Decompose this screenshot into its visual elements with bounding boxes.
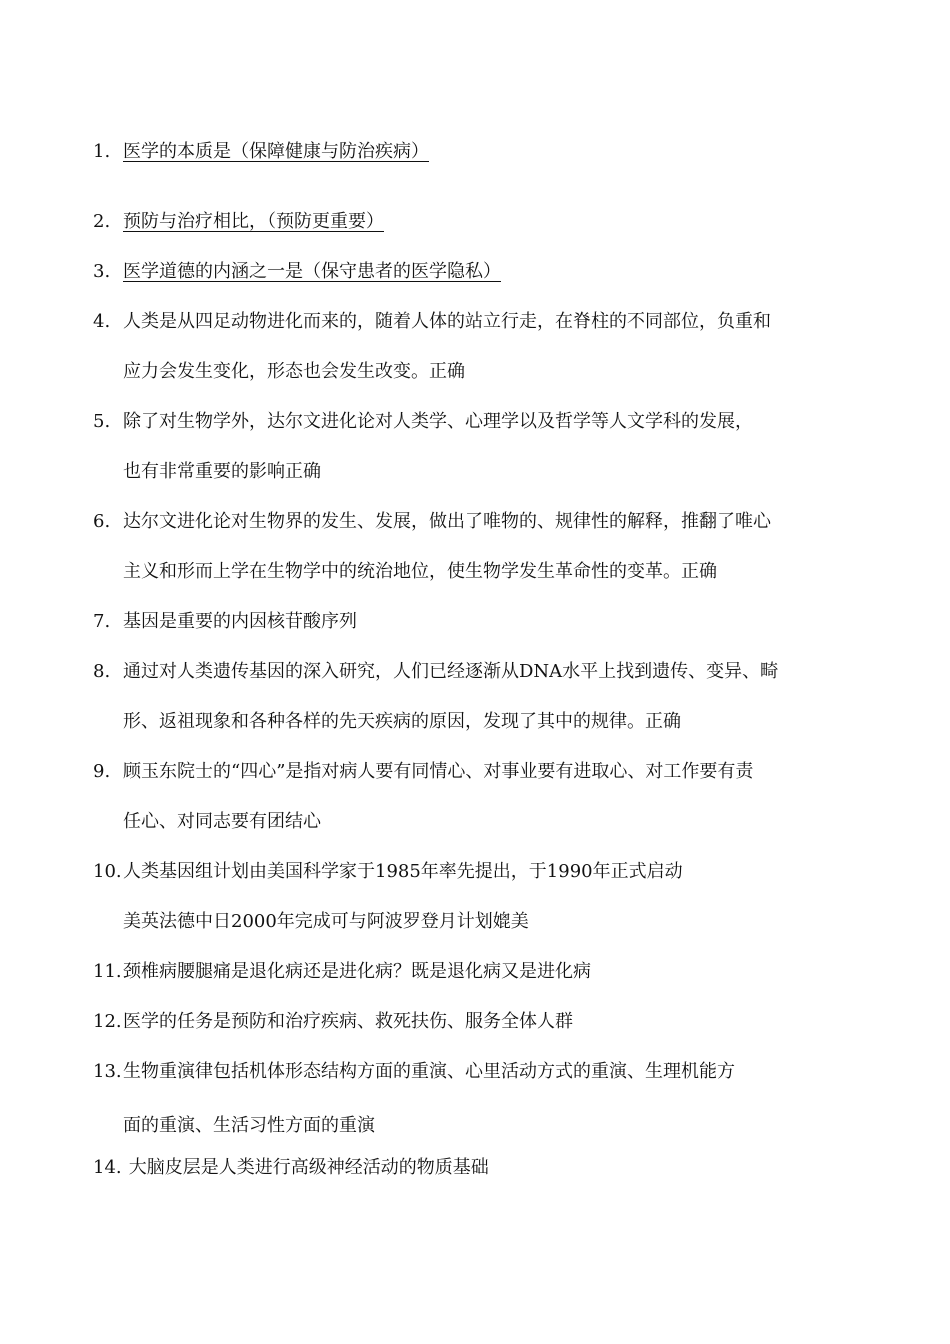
item-number: 12. <box>93 1011 122 1032</box>
item-text: 医学道德的内涵之一是（保守患者的医学隐私） <box>123 261 501 282</box>
item-number: 11. <box>93 961 122 982</box>
item-text: 基因是重要的内因核苷酸序列 <box>123 611 357 632</box>
item-number: 6. <box>93 511 111 532</box>
item-text: 通过对人类遗传基因的深入研究，人们已经逐渐从DNA水平上找到遗传、变异、畸 <box>123 661 779 682</box>
item-number: 4. <box>93 311 111 332</box>
item-number: 7. <box>93 611 111 632</box>
item-number: 10. <box>93 861 122 882</box>
item-text-continued: 主义和形而上学在生物学中的统治地位，使生物学发生革命性的变革。正确 <box>123 561 717 582</box>
item-number: 13. <box>93 1061 122 1082</box>
item-number: 5. <box>93 411 111 432</box>
item-text-continued: 面的重演、生活习性方面的重演 <box>123 1115 375 1136</box>
item-text: 达尔文进化论对生物界的发生、发展，做出了唯物的、规律性的解释，推翻了唯心 <box>123 511 771 532</box>
item-text: 除了对生物学外，达尔文进化论对人类学、心理学以及哲学等人文学科的发展， <box>123 411 753 432</box>
item-number: 3. <box>93 261 111 282</box>
item-number: 1. <box>93 141 111 162</box>
item-text-continued: 应力会发生变化，形态也会发生改变。正确 <box>123 361 465 382</box>
item-text: 大脑皮层是人类进行高级神经活动的物质基础 <box>123 1157 489 1178</box>
item-text: 医学的任务是预防和治疗疾病、救死扶伤、服务全体人群 <box>123 1011 573 1032</box>
item-text: 人类基因组计划由美国科学家于1985年率先提出，于1990年正式启动 <box>123 861 683 882</box>
item-text-continued: 形、返祖现象和各种各样的先天疾病的原因，发现了其中的规律。正确 <box>123 711 681 732</box>
item-text: 医学的本质是（保障健康与防治疾病） <box>123 141 429 162</box>
item-text: 颈椎病腰腿痛是退化病还是进化病？既是退化病又是进化病 <box>123 961 591 982</box>
item-number: 9. <box>93 761 111 782</box>
item-number: 8. <box>93 661 111 682</box>
item-number: 14. <box>93 1157 122 1178</box>
item-text-continued: 美英法德中日2000年完成可与阿波罗登月计划媲美 <box>123 911 529 932</box>
item-text: 预防与治疗相比，（预防更重要） <box>123 211 384 232</box>
item-text-continued: 任心、对同志要有团结心 <box>123 811 321 832</box>
item-number: 2. <box>93 211 111 232</box>
item-text: 生物重演律包括机体形态结构方面的重演、心里活动方式的重演、生理机能方 <box>123 1061 735 1082</box>
item-text: 顾玉东院士的“四心”是指对病人要有同情心、对事业要有进取心、对工作要有责 <box>123 761 754 782</box>
item-text-continued: 也有非常重要的影响正确 <box>123 461 321 482</box>
item-text: 人类是从四足动物进化而来的，随着人体的站立行走，在脊柱的不同部位，负重和 <box>123 311 771 332</box>
